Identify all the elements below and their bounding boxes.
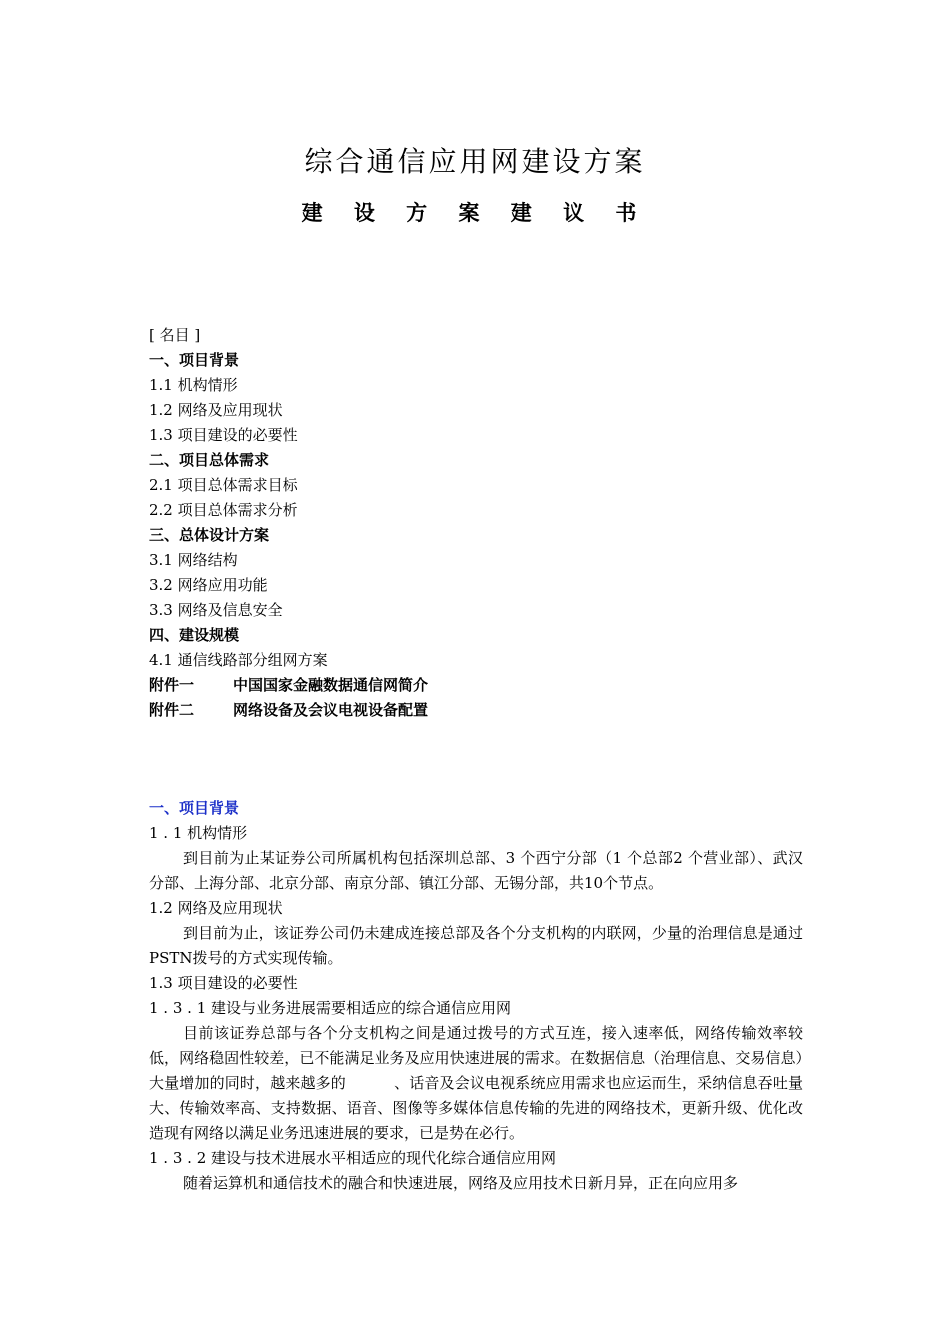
subsection-heading: 1.2 网络及应用现状: [149, 899, 283, 917]
paragraph-part: 、话音及会议电视系统应用需求也应运而生，采纳信息吞吐量大、传输效率高、支持数据、语音、图像等多媒体信息传输的先进的网络技术，更新升级、优化改造现有网络以满足业务迅速进展的要求，已是势在必行。: [149, 1074, 803, 1142]
subsection-heading: 1 . 3 . 1 建设与业务进展需要相适应的综合通信应用网: [149, 999, 512, 1017]
appendix-label: 附件二: [149, 701, 195, 719]
paragraph: 到目前为止某证券公司所属机构包括深圳总部、3 个西宁分部（1 个总部2 个营业部）、武汉分部、上海分部、北京分部、南京分部、镇江分部、无锡分部，共10个节点。: [149, 849, 803, 892]
toc-item: 1.2 网络及应用现状: [149, 401, 283, 419]
document-body: [149, 796, 803, 1196]
toc-item: 2.2 项目总体需求分析: [149, 501, 298, 519]
paragraph: [149, 1021, 803, 1146]
toc-item: 四、建设规模: [149, 626, 240, 644]
toc-item: 二、项目总体需求: [149, 451, 270, 469]
toc-appendix-2: [149, 698, 809, 723]
paragraph: 随着运算机和通信技术的融合和快速进展，网络及应用技术日新月异，正在向应用多: [183, 1174, 739, 1192]
toc-item: 三、总体设计方案: [149, 526, 270, 544]
paragraph: 到目前为止，该证券公司仍未建成连接总部及各个分支机构的内联网，少量的治理信息是通过PSTN拨号的方式实现传输。: [149, 924, 803, 967]
document-subtitle: 建 设 方 案 建 议 书: [301, 201, 649, 225]
toc-item: 1.1 机构情形: [149, 376, 238, 394]
toc-item: 3.1 网络结构: [149, 551, 238, 569]
section-heading: 一、项目背景: [149, 799, 240, 817]
toc-item: 一、项目背景: [149, 351, 240, 369]
subsection-heading: 1 . 1 机构情形: [149, 824, 248, 842]
appendix-title: 网络设备及会议电视设备配置: [233, 701, 429, 719]
document-title: 综合通信应用网建设方案: [304, 145, 646, 178]
toc-item: 4.1 通信线路部分组网方案: [149, 651, 328, 669]
subsection-heading: 1 . 3 . 2 建设与技术进展水平相适应的现代化综合通信应用网: [149, 1149, 557, 1167]
toc-appendix-1: [149, 673, 809, 698]
toc-item: 1.3 项目建设的必要性: [149, 426, 298, 444]
paragraph-part: 目前该证券总部与各个分支机构之间是通过拨号的方式互连，接入速率低，网络传输效率较低，网络稳固性较差，已不能满足业务及应用快速进展的需求。在数据信息（治理信息、交易信息）大量增加的同时，越来越多的: [149, 1024, 803, 1092]
table-of-contents: [149, 323, 809, 723]
appendix-title: 中国国家金融数据通信网简介: [233, 676, 429, 694]
subsection-heading: 1.3 项目建设的必要性: [149, 974, 298, 992]
appendix-label: 附件一: [149, 676, 195, 694]
toc-item: 3.3 网络及信息安全: [149, 601, 283, 619]
toc-item: 3.2 网络应用功能: [149, 576, 268, 594]
toc-heading: [ 名目 ]: [149, 326, 201, 344]
toc-item: 2.1 项目总体需求目标: [149, 476, 298, 494]
